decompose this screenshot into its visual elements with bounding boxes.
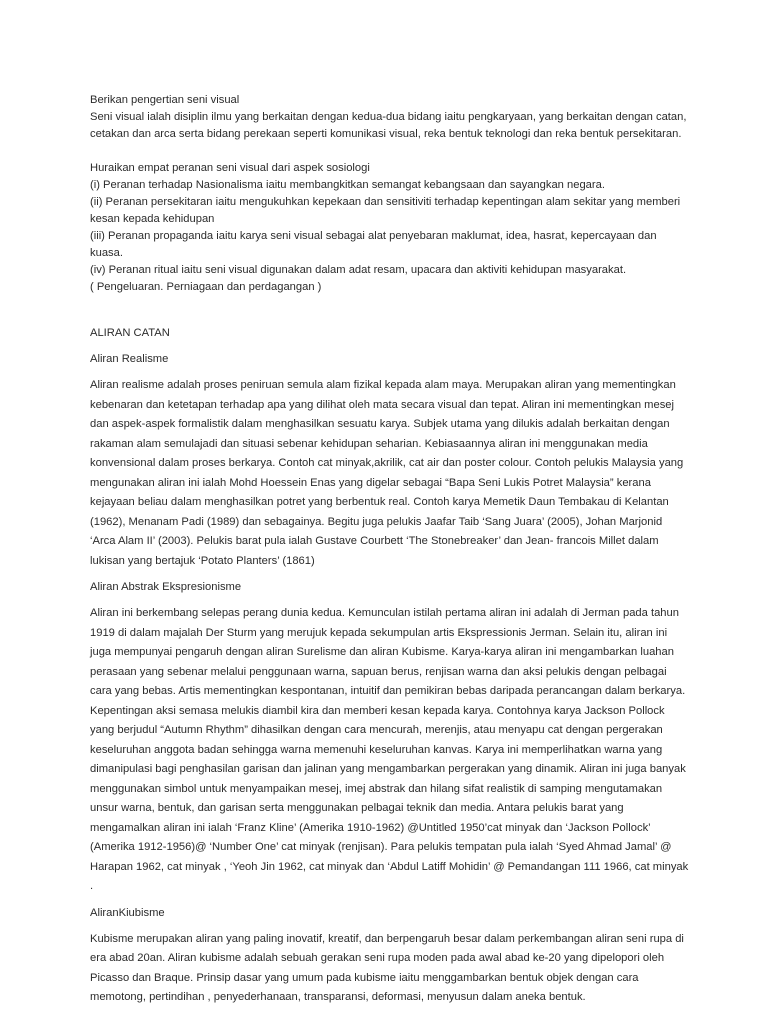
intro-section: [90, 92, 690, 296]
realisme-heading: Aliran Realisme: [90, 353, 169, 365]
role-item-3: (iii) Peranan propaganda iaitu karya seni visual sebagai alat penyebaran maklumat, idea, hasrat, kepercayaan dan kuasa.: [90, 230, 657, 259]
kubisme-text: Kubisme merupakan aliran yang paling inovatif, kreatif, dan berpengaruh besar dalam perkembangan aliran seni rupa di era abad 20an. Aliran kubisme adalah sebuah gerakan seni rupa moden pada awal abad ke-20 yang dipelopori oleh Picasso dan Braque. Prinsip dasar yang umum pada kubisme iaitu menggambarkan bentuk objek dengan cara memotong, pertindihan , penyederhanaan, transparansi, deformasi, menyusun dalam aneka bentuk.: [90, 932, 684, 1003]
role-note: ( Pengeluaran. Perniagaan dan perdagangan ): [90, 281, 322, 293]
role-item-2: (ii) Peranan persekitaran iaitu mengukuhkan kepekaan dan sensitiviti terhadap kepentingan alam sekitar yang memberi kesan kepada kehidupan: [90, 196, 681, 225]
realisme-text: Aliran realisme adalah proses peniruan semula alam fizikal kepada alam maya. Merupakan aliran yang mementingkan kebenaran dan ketetapan terhadap apa yang dilihat oleh mata secara visual dan tepat. Aliran ini mementingkan mesej dan aspek-aspek formalistik dalam menghasilkan sesuatu karya. Subjek utama yang dilukis adalah berkaitan dengan rakaman alam semulajadi dan situasi sebenar kehidupan seharian. Kebiasaannya aliran ini menggunakan media konvensional dalam proses berkarya. Contoh cat minyak,akrilik, cat air dan poster colour. Contoh pelukis Malaysia yang mengunakan aliran ini ialah Mohd Hoessein Enas yang digelar sebagai “Bapa Seni Lukis Potret Malaysia” kerana kejayaan beliau dalam menghasilkan potret yang berbentuk real. Contoh karya Memetik Daun Tembakau di Kelantan (1962), Menanam Padi (1989) dan sebagainya. Begitu juga pelukis Jaafar Taib ‘Sang Juara’ (2005), Johan Marjonid ‘Arca Alam II’ (2003). Pelukis barat pula ialah Gustave Courbett ‘The Stonebreaker’ dan Jean- francois Millet dalam lukisan yang bertajuk ‘Potato Planters’ (1861): [90, 379, 684, 567]
answer-1: Seni visual ialah disiplin ilmu yang berkaitan dengan kedua-dua bidang iaitu pengkaryaan, yang berkaitan dengan catan, cetakan dan arca serta bidang perekaan seperti komunikasi visual, reka bentuk teknologi dan reka bentuk persekitaran.: [90, 111, 687, 140]
section-title: ALIRAN CATAN: [90, 327, 170, 339]
aliran-section: [90, 324, 690, 1008]
abstrak-text: Aliran ini berkembang selepas perang dunia kedua. Kemunculan istilah pertama aliran ini adalah di Jerman pada tahun 1919 di dalam majalah Der Sturm yang merujuk kepada sekumpulan artis Ekspressionis Jerman. Selain itu, aliran ini juga mempunyai pengaruh dengan aliran Surelisme dan aliran Kubisme. Karya-karya aliran ini mengambarkan luahan perasaan yang sebenar melalui penggunaan warna, sapuan berus, renjisan warna dan aksi pelukis dengan pelbagai cara yang bebas. Artis mementingkan kespontanan, intuitif dan pemikiran bebas daripada perancangan dalam berkarya. Kepentingan aksi semasa melukis diambil kira dan memberi kesan kepada karya. Contohnya karya Jackson Pollock yang berjudul “Autumn Rhythm” dihasilkan dengan cara mencurah, merenjis, atau menyapu cat dengan pergerakan keseluruhan anggota badan sehingga warna memenuhi keseluruhan kanvas. Karya ini memperlihatkan warna yang dimanipulasi bagi penghasilan garisan dan jalinan yang mengambarkan pergerakan yang dinamik. Aliran ini juga banyak menggunakan simbol untuk menyampaikan mesej, imej abstrak dan hilang sifat realistik di samping mengutamakan unsur warna, bentuk, dan garisan serta menggunakan pelbagai teknik dan media. Antara pelukis barat yang mengamalkan aliran ini ialah ‘Franz Kline’ (Amerika 1910-1962) @Untitled 1950’cat minyak dan ‘Jackson Pollock’ (Amerika 1912-1956)@ ‘Number One’ cat minyak (renjisan). Para pelukis tempatan pula ialah ‘Syed Ahmad Jamal’ @ Harapan 1962, cat minyak , ‘Yeoh Jin 1962, cat minyak dan ‘Abdul Latiff Mohidin’ @ Pemandangan 111 1966, cat minyak .: [90, 607, 689, 892]
abstrak-heading: Aliran Abstrak Ekspresionisme: [90, 581, 242, 593]
question-2: Huraikan empat peranan seni visual dari aspek sosiologi: [90, 162, 370, 174]
role-item-1: (i) Peranan terhadap Nasionalisma iaitu membangkitkan semangat kebangsaan dan sayangkan negara.: [90, 179, 605, 191]
kubisme-heading: AliranKiubisme: [90, 906, 165, 919]
document-page: [90, 92, 690, 1015]
question-1: Berikan pengertian seni visual: [90, 94, 240, 106]
role-item-4: (iv) Peranan ritual iaitu seni visual digunakan dalam adat resam, upacara dan aktiviti kehidupan masyarakat.: [90, 264, 627, 276]
